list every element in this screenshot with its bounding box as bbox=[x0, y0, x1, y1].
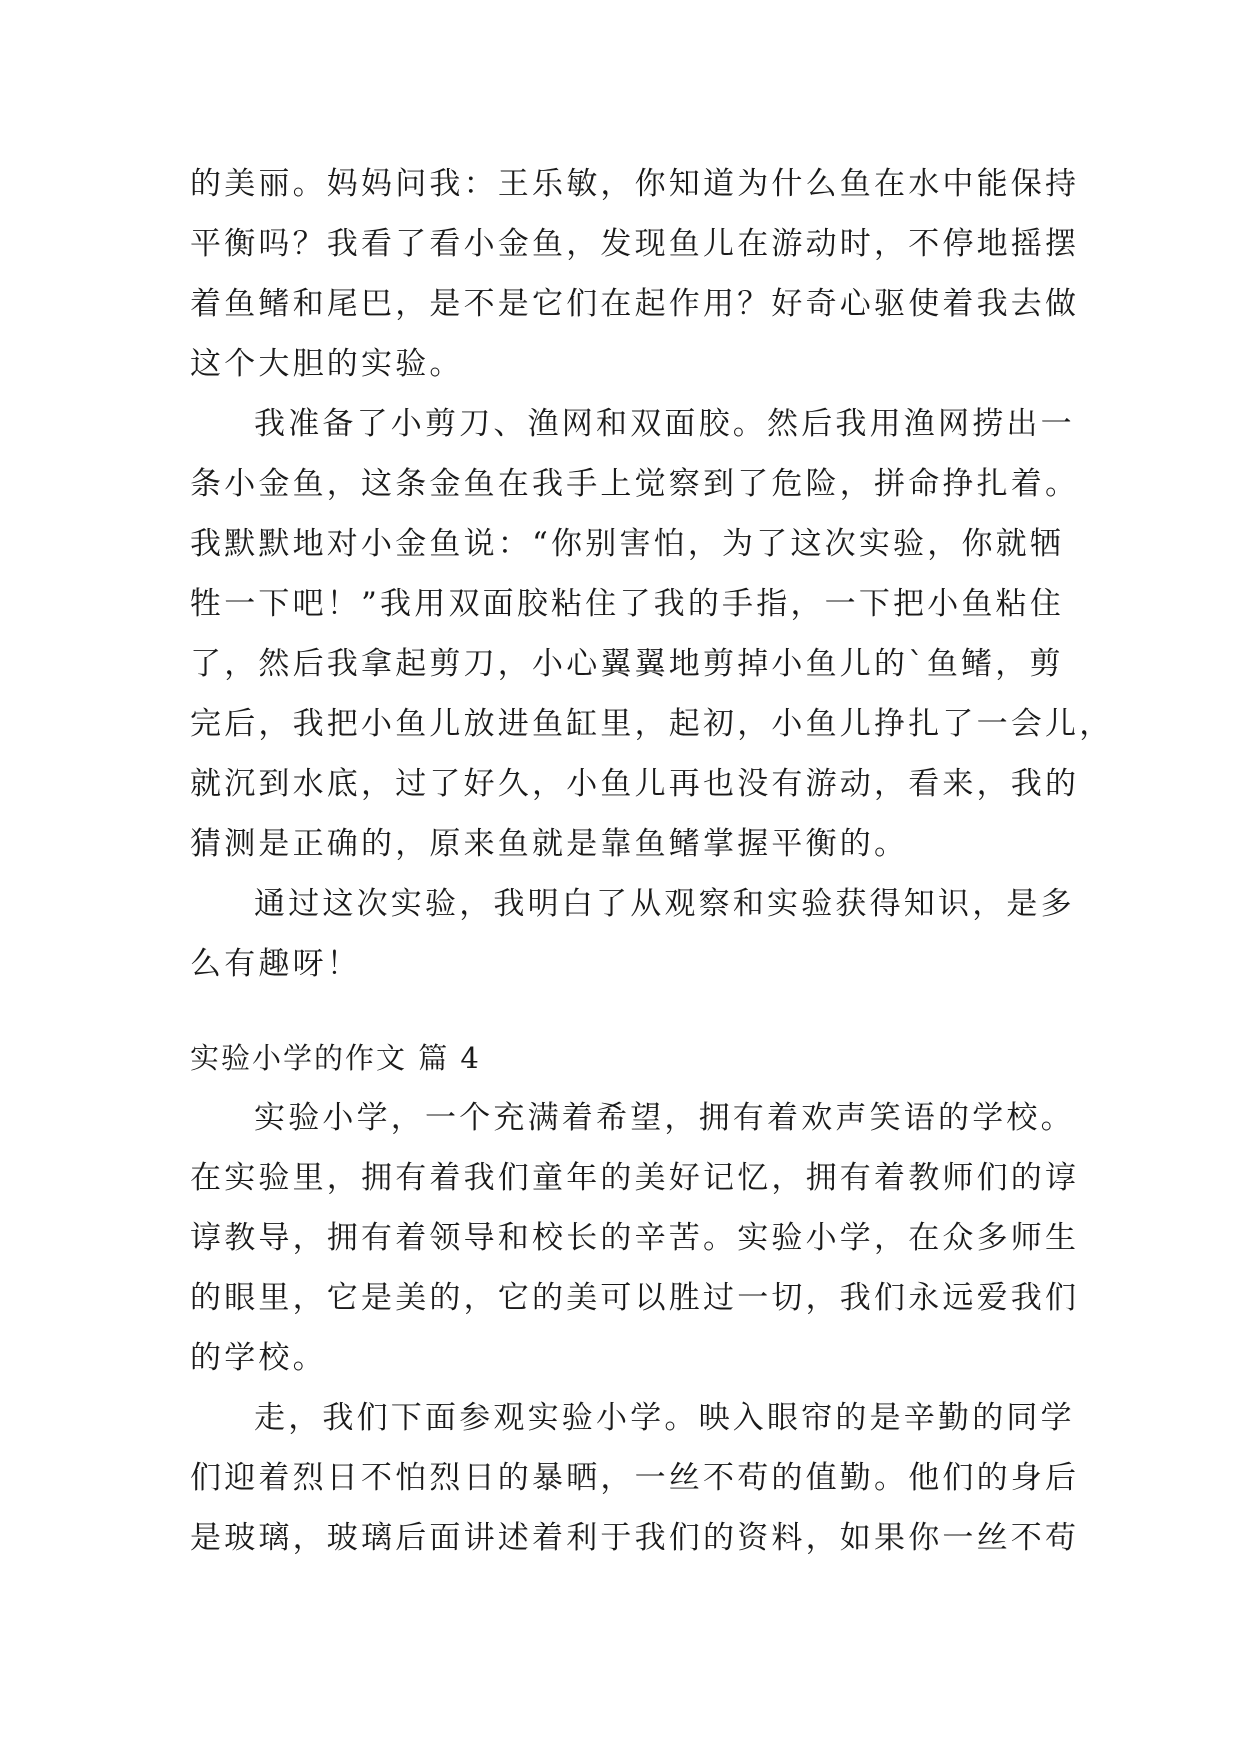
text-line: 谆教导，拥有着领导和校长的辛苦。实验小学，在众多师生 bbox=[190, 1220, 1080, 1256]
text-line: 完后，我把小鱼儿放进鱼缸里，起初，小鱼儿挣扎了一会儿， bbox=[190, 706, 1114, 742]
text-line: 在实验里，拥有着我们童年的美好记忆，拥有着教师们的谆 bbox=[190, 1160, 1080, 1196]
text-line: 走，我们下面参观实验小学。映入眼帘的是辛勤的同学 bbox=[254, 1400, 1075, 1436]
text-line: 们迎着烈日不怕烈日的暴晒，一丝不苟的值勤。他们的身后 bbox=[190, 1460, 1080, 1496]
text-line: 通过这次实验，我明白了从观察和实验获得知识，是多 bbox=[254, 886, 1075, 922]
section-heading: 实验小学的作文 篇 4 bbox=[190, 1041, 481, 1075]
text-line: 这个大胆的实验。 bbox=[190, 346, 464, 382]
text-line: 着鱼鳍和尾巴，是不是它们在起作用？好奇心驱使着我去做 bbox=[190, 286, 1080, 322]
text-line: 牲一下吧！”我用双面胶粘住了我的手指，一下把小鱼粘住 bbox=[190, 586, 1065, 622]
text-line: 的学校。 bbox=[190, 1340, 327, 1376]
text-line: 我默默地对小金鱼说：“你别害怕，为了这次实验，你就牺 bbox=[190, 526, 1065, 562]
text-line: 我准备了小剪刀、渔网和双面胶。然后我用渔网捞出一 bbox=[254, 406, 1075, 442]
text-line: 么有趣呀！ bbox=[190, 946, 361, 982]
text-line: 平衡吗？我看了看小金鱼，发现鱼儿在游动时，不停地摇摆 bbox=[190, 226, 1080, 262]
text-line: 是玻璃，玻璃后面讲述着利于我们的资料，如果你一丝不苟 bbox=[190, 1520, 1080, 1556]
text-line: 实验小学，一个充满着希望，拥有着欢声笑语的学校。 bbox=[254, 1100, 1075, 1136]
text-line: 就沉到水底，过了好久，小鱼儿再也没有游动，看来，我的 bbox=[190, 766, 1080, 802]
text-line: 了，然后我拿起剪刀，小心翼翼地剪掉小鱼儿的`鱼鳍，剪 bbox=[190, 646, 1064, 682]
text-line: 条小金鱼，这条金鱼在我手上觉察到了危险，拼命挣扎着。 bbox=[190, 466, 1080, 502]
text-line: 的眼里，它是美的，它的美可以胜过一切，我们永远爱我们 bbox=[190, 1280, 1080, 1316]
text-line: 猜测是正确的，原来鱼就是靠鱼鳍掌握平衡的。 bbox=[190, 826, 909, 862]
text-line: 的美丽。妈妈问我：王乐敏，你知道为什么鱼在水中能保持 bbox=[190, 166, 1080, 202]
